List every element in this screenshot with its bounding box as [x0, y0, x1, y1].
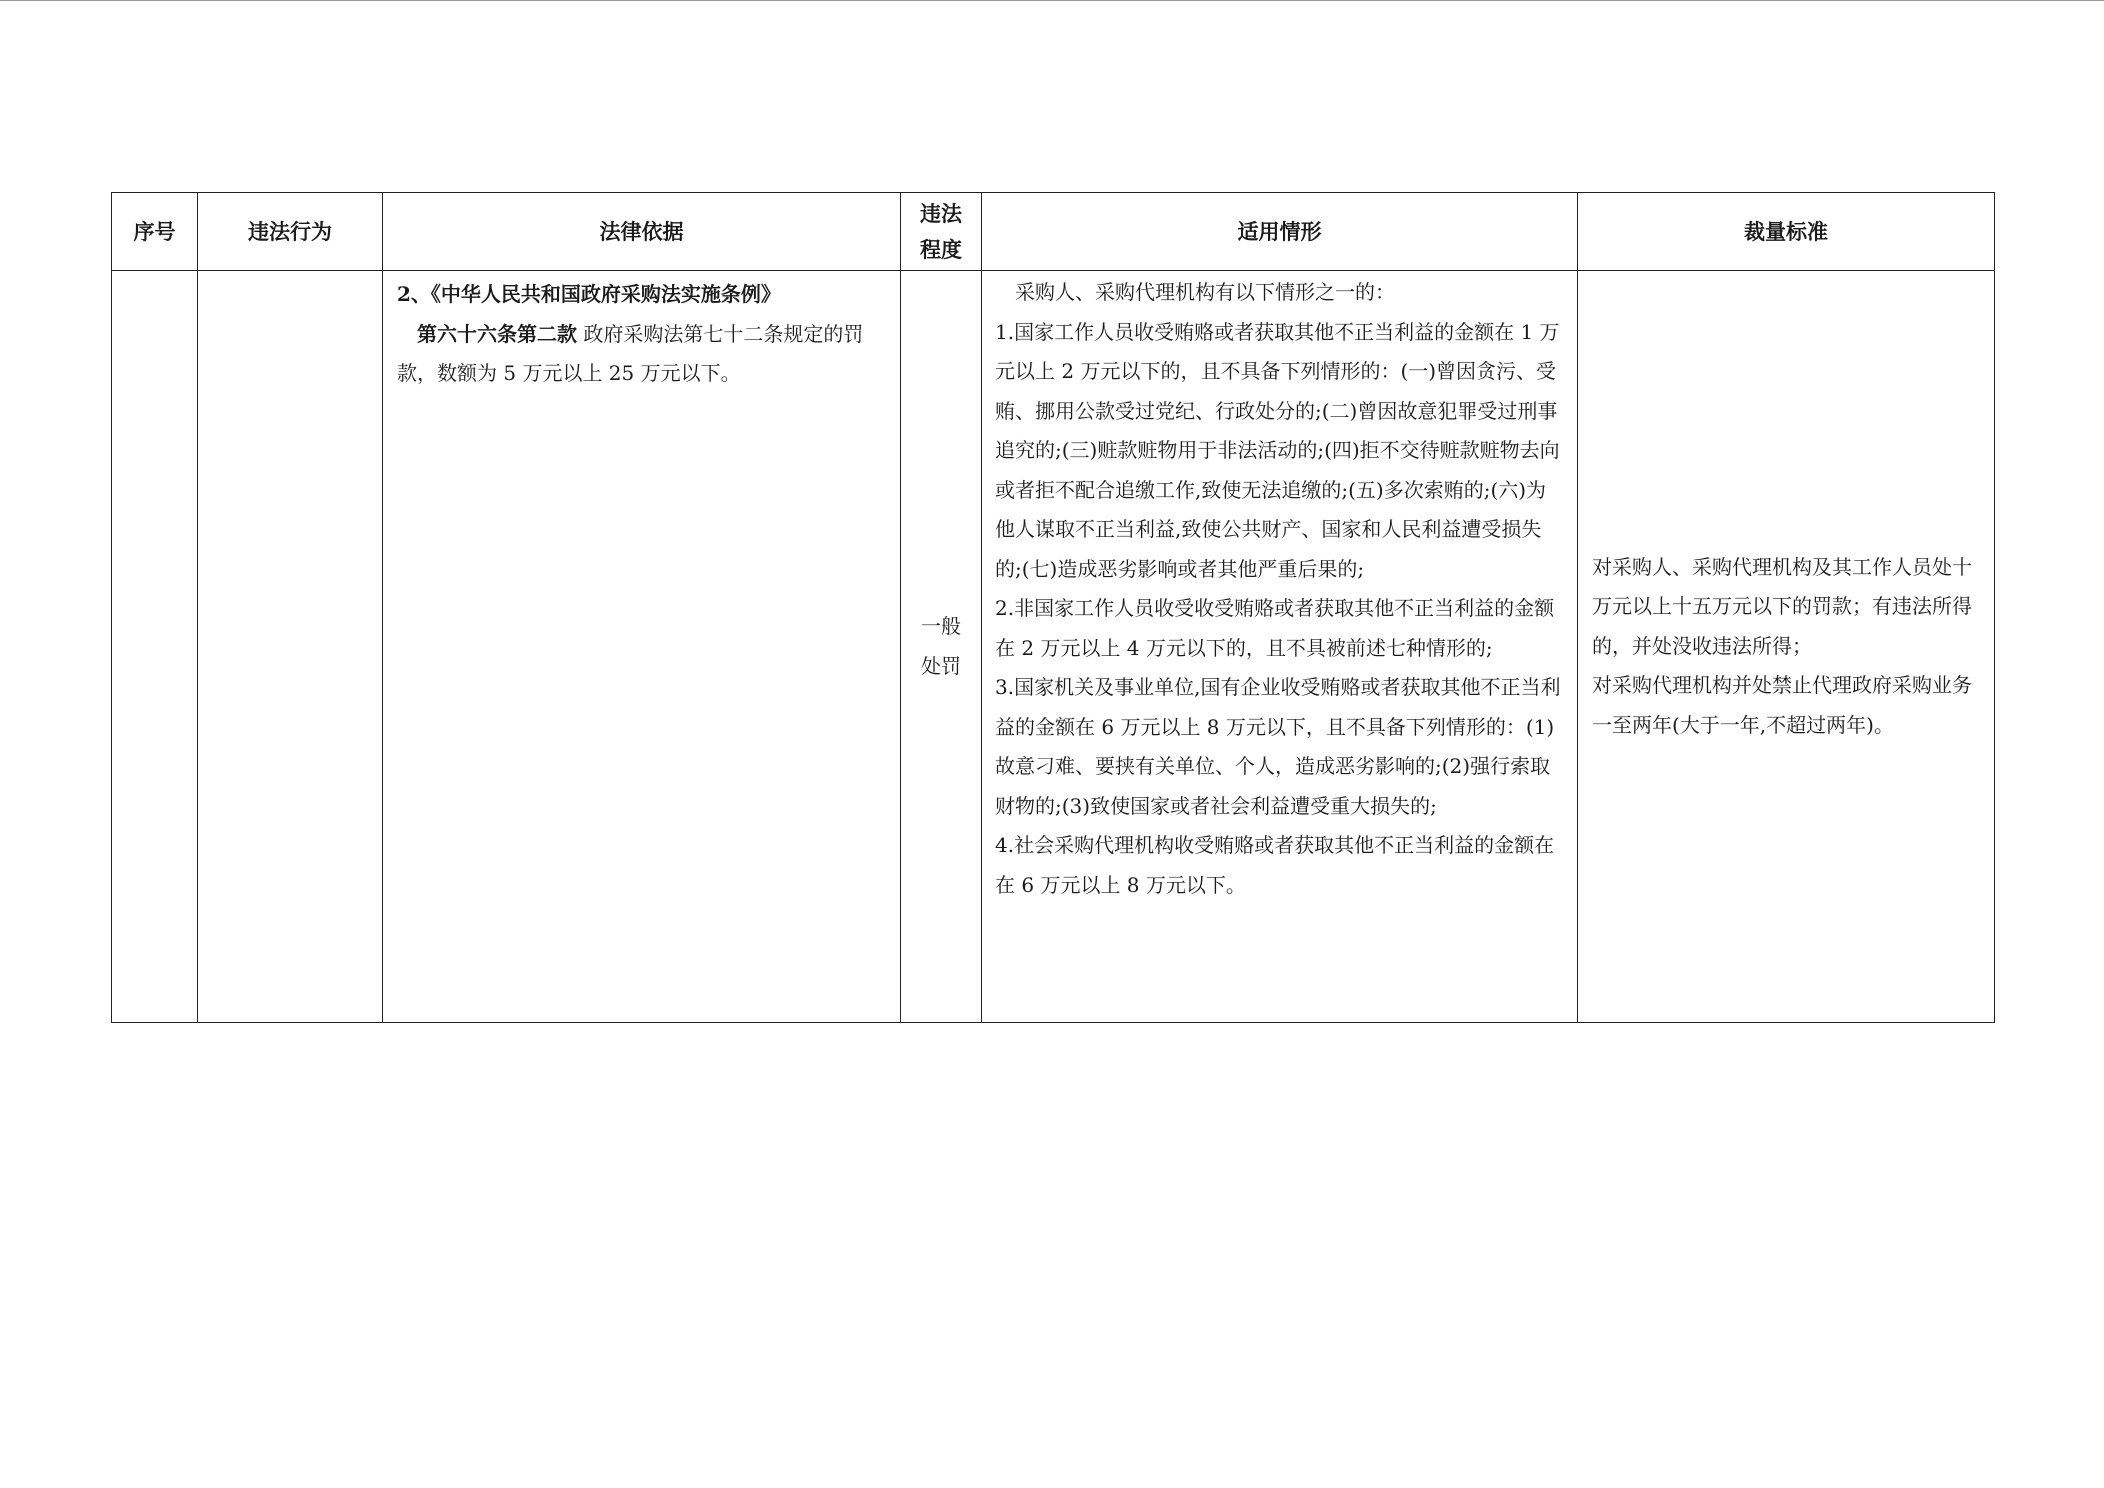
- table-header-row: [112, 193, 1995, 271]
- cell-seq: [112, 271, 198, 1023]
- legal-basis-text: 政府采购法第七十二条规定的罚款，数额为 5 万元以上 25 万元以下。: [397, 321, 864, 385]
- discretion-standard-table: [111, 192, 1995, 1023]
- situation-item-3: 3.国家机关及事业单位,国有企业收受贿赂或者获取其他不正当利益的金额在 6 万元以上 8 万元以下，且不具备下列情形的：(1)故意刁难、要挟有关单位、个人，造成恶劣影响的;(2)强行索取财物的;(3)致使国家或者社会利益遭受重大损失的;: [995, 675, 1561, 818]
- cell-violation: [198, 271, 383, 1023]
- situation-intro: 采购人、采购代理机构有以下情形之一的：: [1015, 280, 1395, 304]
- legal-basis-title: 2、《中华人民共和国政府采购法实施条例》: [397, 282, 781, 306]
- legal-basis-clause: [397, 315, 886, 394]
- situation-item-2: 2.非国家工作人员收受收受贿赂或者获取其他不正当利益的金额在 2 万元以上 4 万元以下的，且不具被前述七种情形的;: [995, 596, 1555, 660]
- cell-degree: [901, 271, 982, 1023]
- header-standard: 裁量标准: [1578, 193, 1995, 271]
- header-legal-basis: 法律依据: [383, 193, 901, 271]
- cell-standard: [1578, 271, 1995, 1023]
- situation-item-1: 1.国家工作人员收受贿赂或者获取其他不正当利益的金额在 1 万元以上 2 万元以下的，且不具备下列情形的：(一)曾因贪污、受贿、挪用公款受过党纪、行政处分的;(二)曾因故意犯罪受过刑事追究的;(三)赃款赃物用于非法活动的;(四)拒不交待赃款赃物去向或者拒不配合追缴工作,致使无法追缴的;(五)多次索贿的;(六)为他人谋取不正当利益,致使公共财产、国家和人民利益遭受损失的;(七)造成恶劣影响或者其他严重后果的;: [995, 319, 1560, 581]
- header-violation: 违法行为: [198, 193, 383, 271]
- page-top-rule: [0, 0, 2104, 1]
- header-seq: 序号: [112, 193, 198, 271]
- header-degree: [901, 193, 982, 271]
- degree-line2: 处罚: [921, 653, 961, 678]
- cell-situation: [982, 271, 1578, 1023]
- situation-item-4: 4.社会采购代理机构收受贿赂或者获取其他不正当利益的金额在在 6 万元以上 8 万元以下。: [995, 833, 1555, 897]
- standard-para-1: 对采购人、采购代理机构及其工作人员处十万元以上十五万元以下的罚款；有违法所得的，并处没收违法所得；: [1592, 554, 1972, 658]
- header-degree-line2: 程度: [920, 236, 962, 262]
- header-degree-line1: 违法: [920, 200, 962, 226]
- header-situation: 适用情形: [982, 193, 1578, 271]
- standard-para-2: 对采购代理机构并处禁止代理政府采购业务一至两年(大于一年,不超过两年)。: [1592, 673, 1972, 737]
- table-row: [112, 271, 1995, 1023]
- cell-legal-basis: [383, 271, 901, 1023]
- legal-basis-article: 第六十六条第二款: [417, 321, 577, 346]
- degree-line1: 一般: [921, 614, 961, 638]
